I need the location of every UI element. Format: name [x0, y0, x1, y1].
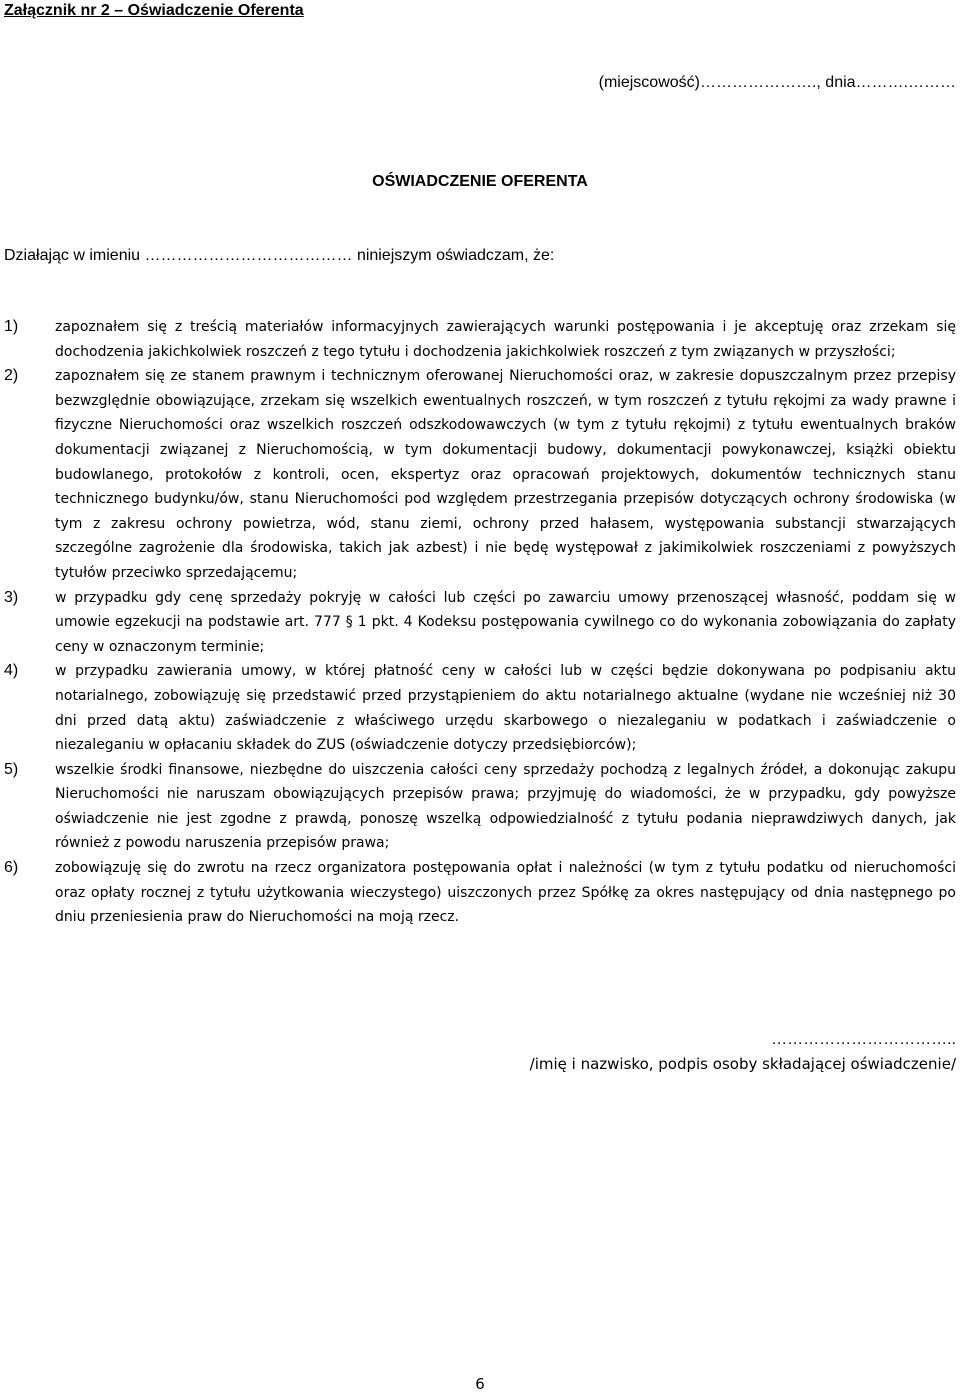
page-number: 6 [475, 1375, 485, 1393]
clause-text: wszelkie środki finansowe, niezbędne do uiszczenia całości ceny sprzedaży pochodzą z legalnych źródeł, a dokonując zakupu Nieruchomości nie naruszam obowiązujących przepisów prawa; przyjmuję do wiadomości, że w przypadku, gdy powyższe oświadczenie nie jest zgodne z prawdą, ponoszę wszelką odpowiedzialność z tytułu podania nieprawdziwych danych, jak również z powodu naruszenia przepisów prawa; [55, 761, 956, 852]
clause-text: zapoznałem się ze stanem prawnym i technicznym oferowanej Nieruchomości oraz, w zakresie dopuszczalnym przez przepisy bezwzględnie obowiązujące, zrzekam się wszelkich ewentualnych roszczeń, w tym roszczeń z tytułu rękojmi za wady prawne i fizyczne Nieruchomości oraz wszelkich roszczeń odszkodowawczych (w tym z tytułu rękojmi) z tytułu ewentualnych braków dokumentacji związanej z Nieruchomością, w tym dokumentacji budowy, dokumentacji powykonawczej, książki obiektu budowlanego, protokołów z kontroli, ocen, ekspertyz oraz opracowań projektowych, dokumentów technicznych stanu technicznego budynku/ów, stanu Nieruchomości pod względem przestrzegania przepisów dotyczących ochrony środowiska (w tym z zakresu ochrony powietrza, wód, stanu ziemi, ochrony przed hałasem, występowania substancji stwarzających szczególne zagrożenie dla środowiska, takich jak azbest) i nie będę występował z jakimikolwiek roszczeniami z powyższych tytułów przeciwko sprzedającemu; [55, 368, 956, 581]
clause-text: w przypadku zawierania umowy, w której płatność ceny w całości lub w części będzie dokonywana po podpisaniu aktu notarialnego, zobowiązuję się przedstawić przed przystąpieniem do aktu notarialnego aktualne (wydane nie wcześniej niż 30 dni przed datą aktu) zaświadczenie z właściwego urzędu skarbowego o niezaleganiu w podatkach i zaświadczenie o niezaleganiu w opłacaniu składek do ZUS (oświadczenie dotyczy przedsiębiorców); [55, 663, 956, 754]
clause-3 [4, 586, 956, 660]
signature-block [530, 1028, 956, 1076]
document-title: OŚWIADCZENIE OFERENTA [372, 173, 588, 190]
clause-number: 2) [4, 367, 19, 385]
clause-number: 4) [4, 662, 19, 680]
clause-number: 3) [4, 588, 19, 606]
declaration-clauses [4, 315, 956, 930]
clause-number: 6) [4, 859, 19, 877]
clause-5 [4, 758, 956, 856]
clause-6 [4, 856, 956, 930]
place-date-line: (miejscowość)…………………., dnia……….……… [598, 74, 956, 91]
clause-number: 5) [4, 760, 19, 778]
clause-text: zapoznałem się z treścią materiałów informacyjnych zawierających warunki postępowania i je akceptuję oraz zrzekam się dochodzenia jakichkolwiek roszczeń z tego tytułu i dochodzenia jakichkolwiek roszczeń z tym związanych w przyszłości; [55, 319, 956, 360]
clause-text: w przypadku gdy cenę sprzedaży pokryję w całości lub części po zawarciu umowy przenoszącej własność, poddam się w umowie egzekucji na podstawie art. 777 § 1 pkt. 4 Kodeksu postępowania cywilnego co do wykonania zobowiązania do zapłaty ceny w oznaczonym terminie; [55, 589, 956, 655]
clause-4 [4, 659, 956, 757]
clause-text: zobowiązuję się do zwrotu na rzecz organizatora postępowania opłat i należności (w tym z tytułu podatku od nieruchomości oraz opłaty rocznej z tytułu użytkowania wieczystego) uiszczonych przez Spółkę za okres następujący od dnia następnego po dniu przeniesienia praw do Nieruchomości na moją rzecz. [55, 860, 956, 926]
clause-2 [4, 364, 956, 585]
clause-1 [4, 315, 956, 364]
attachment-title: Załącznik nr 2 – Oświadczenie Oferenta [4, 2, 304, 19]
signature-line: …………………………….. [771, 1031, 956, 1048]
clause-number: 1) [4, 318, 19, 335]
signature-caption: /imię i nazwisko, podpis osoby składającej oświadczenie/ [529, 1055, 956, 1073]
intro-statement: Działając w imieniu ………………………………… niniejszym oświadczam, że: [4, 247, 555, 264]
